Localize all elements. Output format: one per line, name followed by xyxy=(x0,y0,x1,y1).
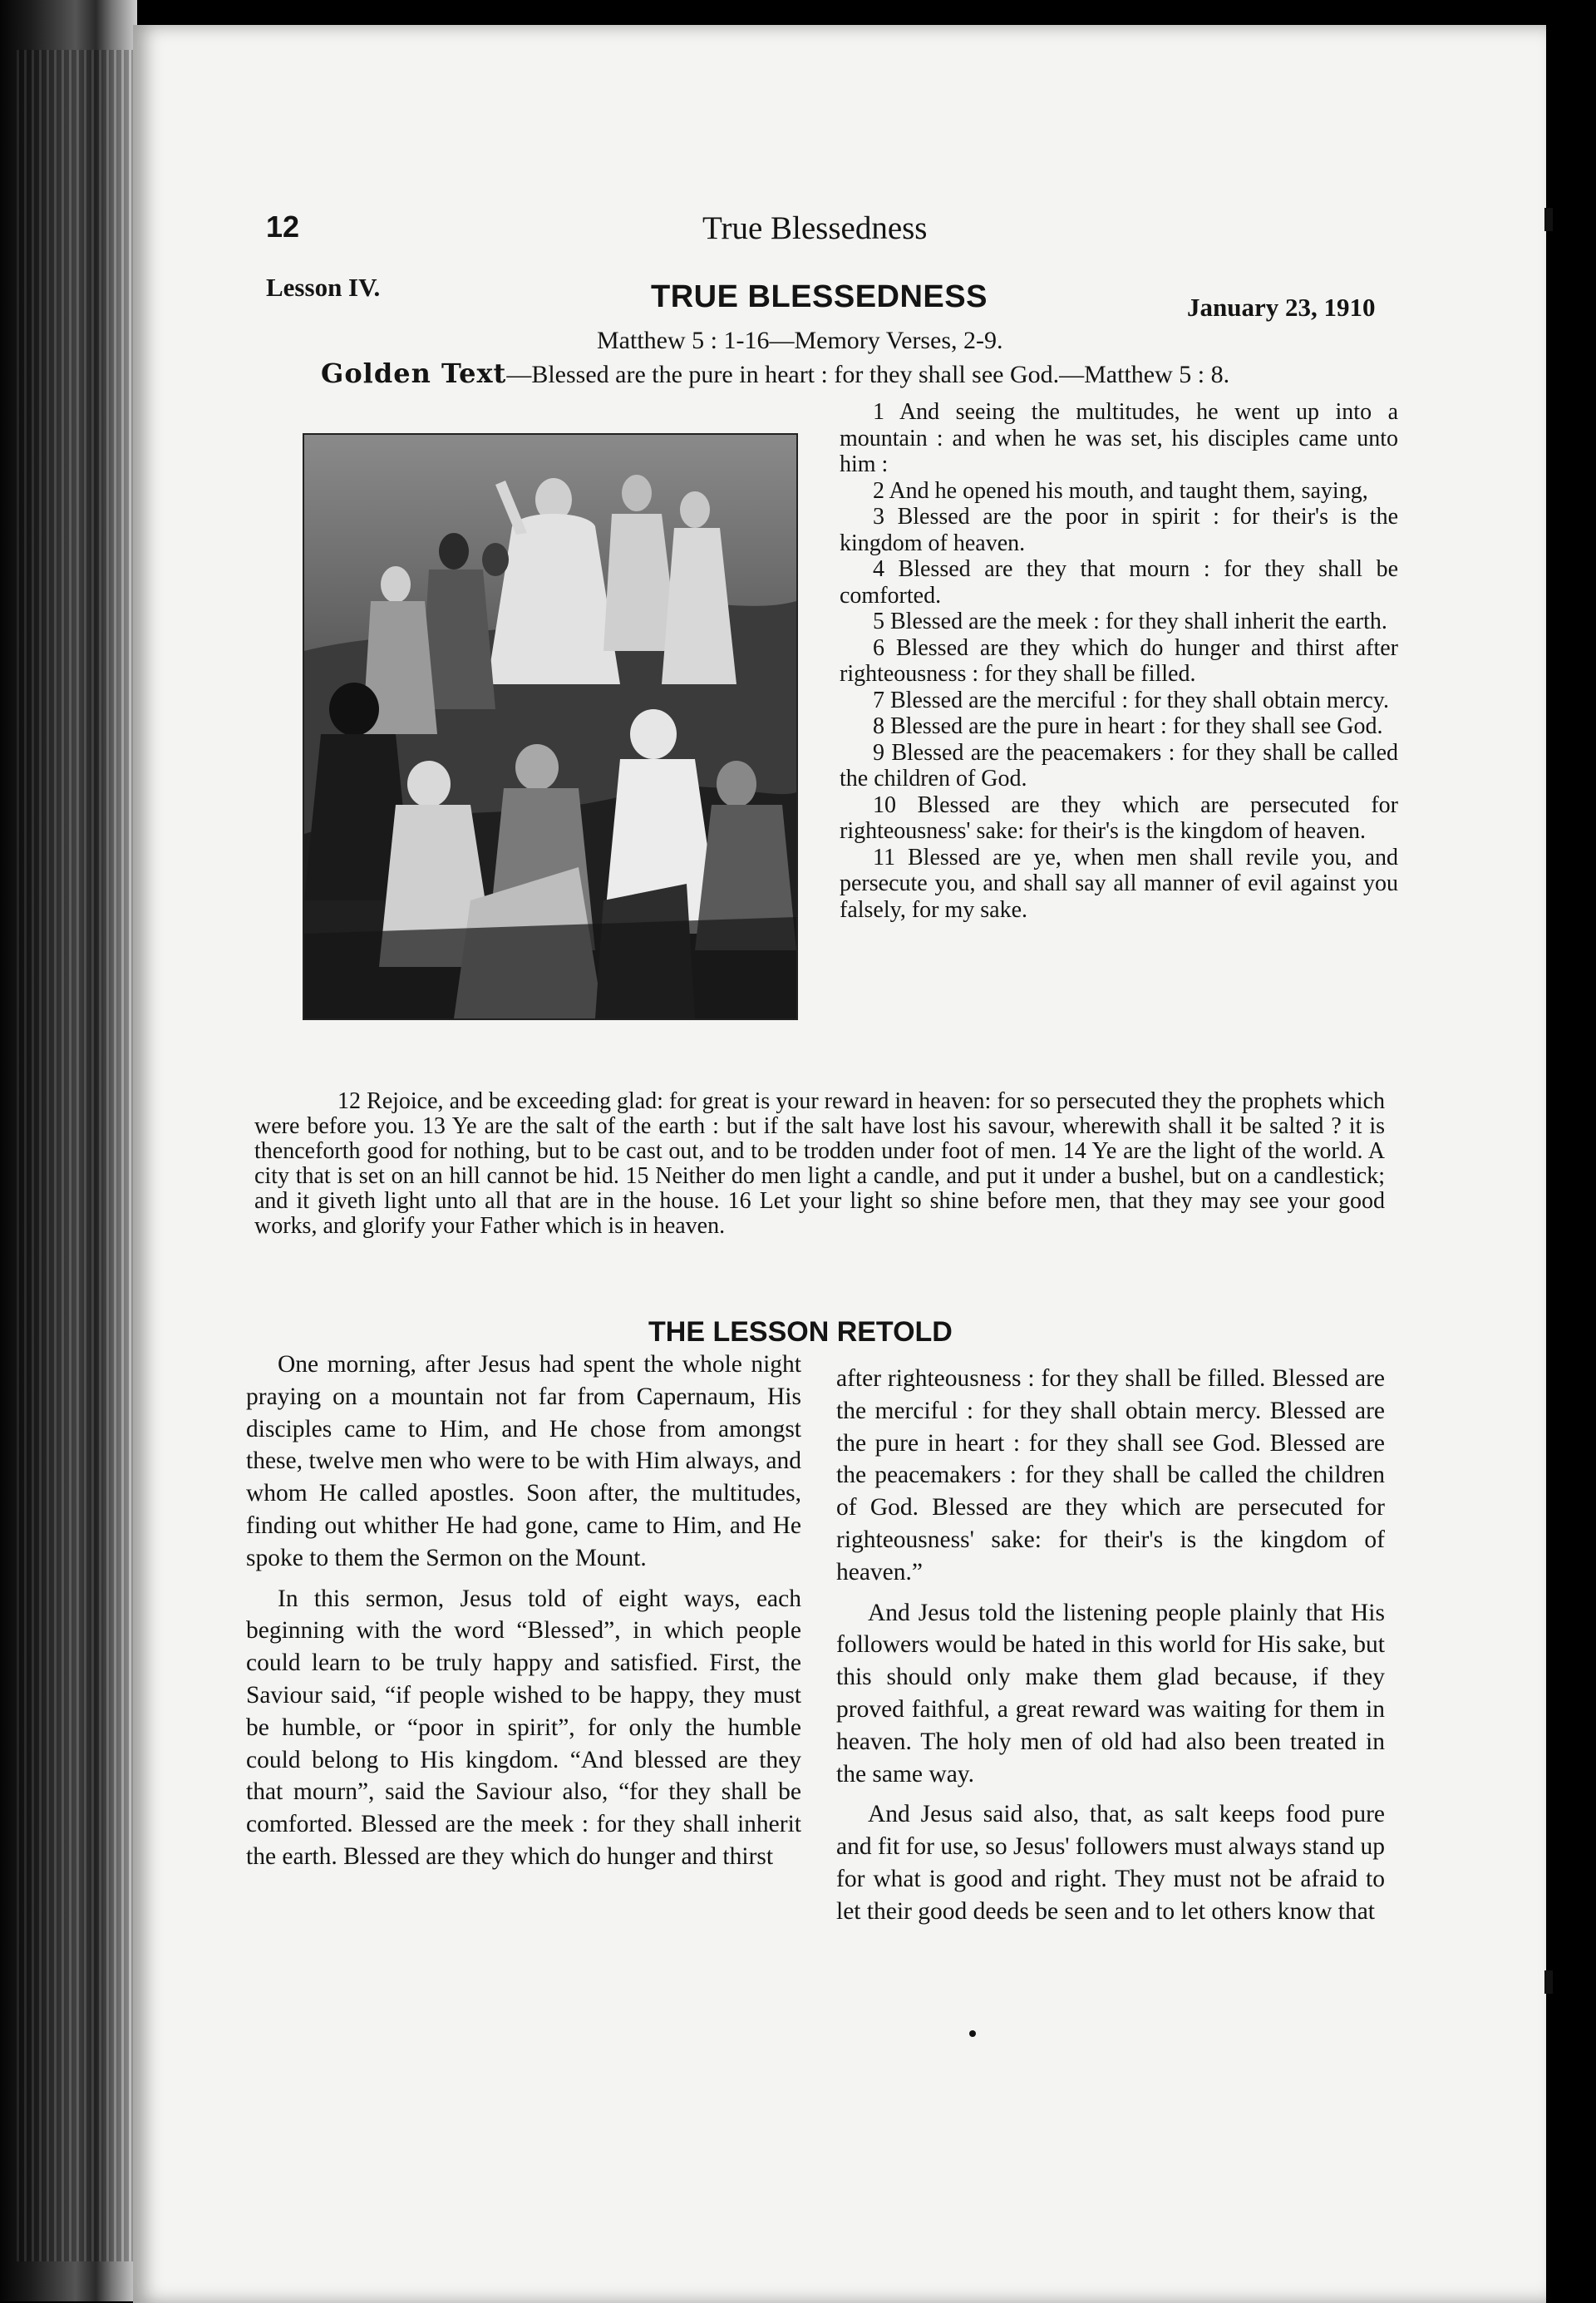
verse-3: 3 Blessed are the poor in spirit : for their's is the kingdom of heaven. xyxy=(840,504,1398,556)
verse-7: 7 Blessed are the merciful : for they shall obtain mercy. xyxy=(873,687,1389,713)
verses-12-16: 12 Rejoice, and be exceeding glad: for great is your reward in heaven: for so persecuted they the prophets which were before you. 13 Ye are the salt of the earth : but if the salt have lost his savour, wherewith shall it be salted ? it is thenceforth good for nothing, but to be cast out, and to be trodden under foot of men. 14 Ye are the light of the world. A city that is set on an hill cannot be hid. 15 Neither do men light a candle, and put it under a bushel, but on a candlestick; and it giveth light unto all that are in the house. 16 Let your light so shine before men, that they may see your good works, and glorify your Father which is in heaven. xyxy=(254,1088,1385,1239)
retold-left-column xyxy=(246,1349,801,1881)
retold-paragraph: One morning, after Jesus had spent the whole night praying on a mountain not far from Capernaum, His disciples came to Him, and He chose from amongst these, twelve men who were to be with Him always, and whom He called apostles. Soon after, the multitudes, finding out whither He had gone, came to Him, and He spoke to them the Sermon on the Mount. xyxy=(246,1351,801,1571)
retold-paragraph: And Jesus told the listening people plainly that His followers would be hated in this world for His sake, but this should only make them glad because, if they proved faithful, a great reward was waiting for them in heaven. The holy men of old had also been treated in the same way. xyxy=(836,1599,1385,1788)
running-head: True Blessedness xyxy=(702,210,928,246)
spine-page-edges xyxy=(17,50,133,2261)
lesson-title: TRUE BLESSEDNESS xyxy=(651,279,988,314)
section-heading: THE LESSON RETOLD xyxy=(648,1316,953,1348)
verse-4: 4 Blessed are they that mourn : for they shall be comforted. xyxy=(840,556,1398,609)
verse-10: 10 Blessed are they which are persecuted for righteousness' sake: for their's is the kingdom of heaven. xyxy=(840,792,1398,844)
verse-1: 1 And seeing the multitudes, he went up into a mountain : and when he was set, his disciples came unto him : xyxy=(840,399,1398,477)
verse-5: 5 Blessed are the meek : for they shall inherit the earth. xyxy=(873,609,1387,634)
scripture-verses-column xyxy=(840,399,1398,923)
retold-paragraph: In this sermon, Jesus told of eight ways, each beginning with the word “Blessed”, in which people could learn to be truly happy and satisfied. First, the Saviour said, “if people wished to be happy, they must be humble, or “poor in spirit”, for only the humble could belong to His kingdom. “And blessed are they that mourn”, said the Saviour also, “for they shall be comforted. Blessed are the meek : for they shall inherit the earth. Blessed are they which do hunger and thirst xyxy=(246,1585,801,1870)
golden-text xyxy=(321,358,1229,389)
retold-right-column xyxy=(836,1363,1385,1936)
retold-paragraph: And Jesus said also, that, as salt keeps food pure and fit for use, so Jesus' followers must always stand up for what is good and right. They must not be afraid to let their good deeds be seen and to let others know that xyxy=(836,1801,1385,1925)
golden-text-label: Golden Text xyxy=(321,358,507,389)
binding-mark xyxy=(1544,1970,1553,1994)
verse-6: 6 Blessed are they which do hunger and thirst after righteousness : for they shall be filled. xyxy=(840,634,1398,687)
scan-border xyxy=(1546,0,1596,2301)
illustration-engraving xyxy=(304,435,796,1018)
verse-11: 11 Blessed are ye, when men shall revile you, and persecute you, and shall say all manner of evil against you falsely, for my sake. xyxy=(840,844,1398,923)
page-number: 12 xyxy=(266,210,300,244)
scripture-passage: Matthew 5 : 1-16—Memory Verses, 2-9. xyxy=(597,327,1003,354)
verse-8: 8 Blessed are the pure in heart : for they shall see God. xyxy=(873,713,1383,739)
sermon-on-the-mount-illustration xyxy=(303,433,798,1020)
lesson-date: January 23, 1910 xyxy=(1187,293,1376,322)
book-spine xyxy=(0,0,137,2301)
retold-paragraph: after righteousness : for they shall be filled. Blessed are the merciful : for they shall obtain mercy. Blessed are the pure in heart : for they shall see God. Blessed are the peacemakers : for they shall be called the children of God. Blessed are they which are persecuted for righteousness' sake: for their's is the kingdom of heaven.” xyxy=(836,1365,1385,1585)
page-speck xyxy=(969,2030,976,2037)
golden-text-body: —Blessed are the pure in heart : for they shall see God.—Matthew 5 : 8. xyxy=(506,361,1230,388)
lesson-label: Lesson IV. xyxy=(266,273,381,302)
binding-mark xyxy=(1544,208,1553,231)
verse-2: 2 And he opened his mouth, and taught them, saying, xyxy=(873,477,1368,504)
verse-9: 9 Blessed are the peacemakers : for they shall be called the children of God. xyxy=(840,739,1398,792)
